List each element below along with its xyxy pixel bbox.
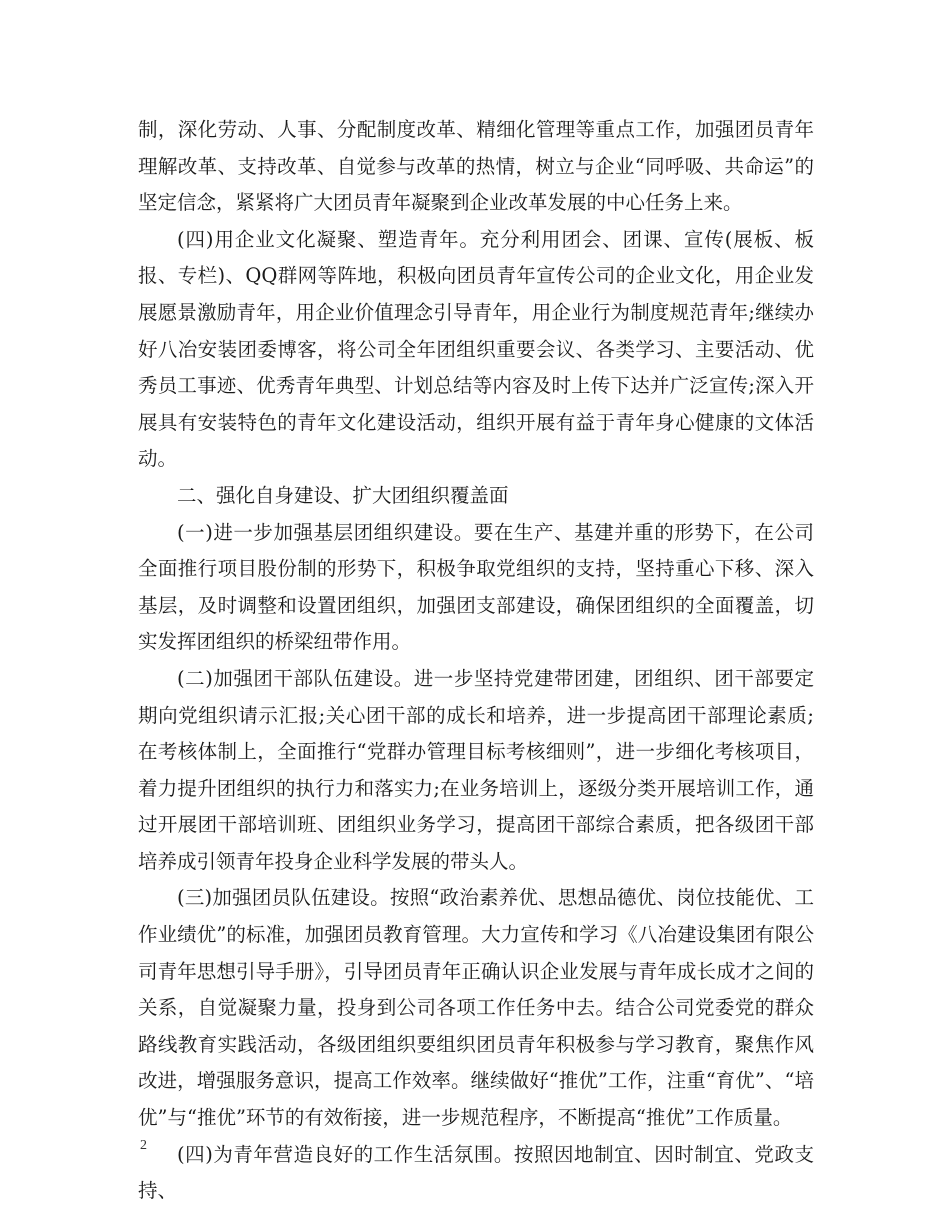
page-number: 2: [140, 1138, 147, 1153]
paragraph-corporate-culture: (四)用企业文化凝聚、塑造青年。充分利用团会、团课、宣传(展板、板报、专栏)、QQ群网等阵地，积极向团员青年宣传公司的企业文化，用企业发展愿景激励青年，用企业价值理念引导青年，用企业行为制度规范青年;继续办好八冶安装团委博客，将公司全年团组织重要会议、各类学习、主要活动、优秀员工事迹、优秀青年典型、计划总结等内容及时上传下达并广泛宣传;深入开展具有安装特色的青年文化建设活动，组织开展有益于青年身心健康的文体活动。: [138, 227, 814, 471]
paragraph-continuation: 制，深化劳动、人事、分配制度改革、精细化管理等重点工作，加强团员青年理解改革、支持改革、自觉参与改革的热情，树立与企业“同呼吸、共命运”的坚定信念，紧紧将广大团员青年凝聚到企业改革发展的中心任务上来。: [138, 118, 814, 215]
paragraph-work-life-atmosphere: (四)为青年营造良好的工作生活氛围。按照因地制宜、因时制宜、党政支持、: [138, 1142, 814, 1203]
section-heading-self-building: 二、强化自身建设、扩大团组织覆盖面: [177, 483, 509, 507]
paragraph-grassroots-organization: (一)进一步加强基层团组织建设。要在生产、基建并重的形势下，在公司全面推行项目股份制的形势下，积极争取党组织的支持，坚持重心下移、深入基层，及时调整和设置团组织，加强团支部建设，确保团组织的全面覆盖，切实发挥团组织的桥梁纽带作用。: [138, 520, 814, 654]
body-text: [138, 112, 814, 1210]
paragraph-cadre-team: (二)加强团干部队伍建设。进一步坚持党建带团建，团组织、团干部要定期向党组织请示汇报;关心团干部的成长和培养，进一步提高团干部理论素质;在考核体制上，全面推行“党群办管理目标考核细则”，进一步细化考核项目，着力提升团组织的执行力和落实力;在业务培训上，逐级分类开展培训工作，通过开展团干部培训班、团组织业务学习，提高团干部综合素质，把各级团干部培养成引领青年投身企业科学发展的带头人。: [138, 666, 814, 873]
paragraph-member-team: (三)加强团员队伍建设。按照“政治素养优、思想品德优、岗位技能优、工作业绩优”的标准，加强团员教育管理。大力宣传和学习《八冶建设集团有限公司青年思想引导手册》，引导团员青年正确认识企业发展与青年成长成才之间的关系，自觉凝聚力量，投身到公司各项工作任务中去。结合公司党委党的群众路线教育实践活动，各级团组织要组织团员青年积极参与学习教育，聚焦作风改进，增强服务意识，提高工作效率。继续做好“推优”工作，注重“育优”、“培优”与“推优”环节的有效衔接，进一步规范程序，不断提高“推优”工作质量。: [138, 886, 814, 1130]
